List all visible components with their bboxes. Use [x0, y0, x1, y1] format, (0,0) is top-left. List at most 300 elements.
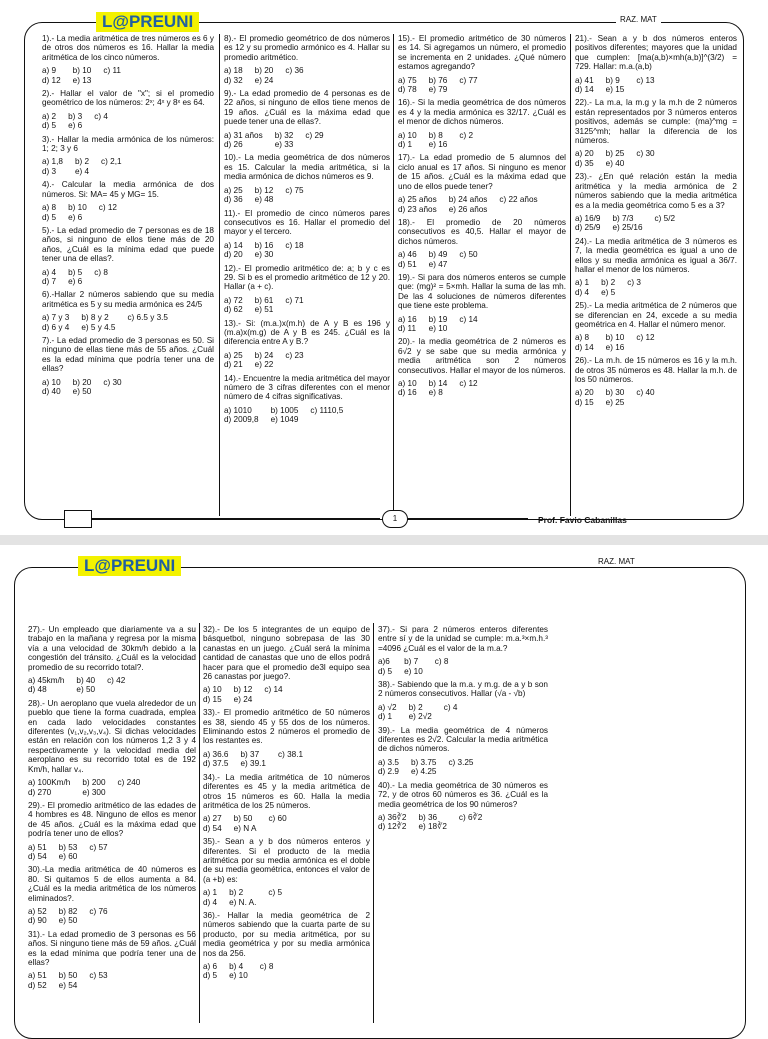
question-text: 39).- La media geométrica de 4 números diferentes es 2√2. Calcular la media aritmética de dichos números.	[378, 725, 548, 754]
answer-option: c) 8	[434, 657, 449, 667]
answer-option: c) 14	[264, 685, 283, 695]
answer-option: c) 240	[117, 778, 141, 788]
answer-options	[224, 66, 390, 85]
answer-option: b) 200	[82, 778, 106, 788]
answer-option: e) 47	[428, 259, 448, 269]
answer-option: b) 2	[74, 157, 90, 167]
question-block	[224, 89, 390, 149]
question-text: 18).- El promedio de 20 números consecutivos es 40,5. Hallar el mayor de dichos números.	[398, 217, 566, 246]
answer-option: c) 36	[285, 66, 304, 76]
question-block	[224, 319, 390, 370]
answer-option: a) 75	[398, 75, 417, 85]
answer-option: e) 50	[58, 916, 78, 926]
answer-option: c) 76	[89, 906, 108, 916]
answer-option: d) 2009,8	[224, 415, 259, 425]
answer-option: e) 6	[68, 276, 83, 286]
answer-option: d) 5	[378, 666, 393, 676]
answer-options	[42, 203, 214, 222]
question-text: 5).- La edad promedio de 7 personas es de 18 años, si ninguno de ellos tiene más de 20 años, ¿Cuál es la mínima edad que puede tener una de ellas?.	[42, 225, 214, 264]
answer-option: c) 40	[636, 388, 655, 398]
answer-option: a) 20	[575, 149, 594, 159]
answer-option: a) 4	[42, 267, 57, 277]
answer-option: c) 13	[636, 75, 655, 85]
question-block	[203, 911, 370, 981]
answer-option: e) 18∛2	[418, 822, 447, 832]
answer-option: c) 71	[285, 295, 304, 305]
question-text: 1).- La media aritmética de tres números es 6 y de otros dos números es 16. Hallar la media aritmética de los cinco números.	[42, 34, 214, 62]
answer-option: c) 57	[89, 842, 108, 852]
answer-option: a) 18	[224, 66, 243, 76]
answer-option: e) 16	[605, 342, 625, 352]
answer-option: d) 6 y 4	[42, 322, 70, 332]
answer-option: b) 8 y 2	[81, 313, 109, 323]
author-credit: Prof. Favio Cabanillas	[538, 515, 627, 525]
answer-options	[378, 703, 548, 722]
answer-options	[575, 214, 737, 233]
answer-options	[42, 157, 214, 176]
answer-option: b) 53	[58, 842, 78, 852]
answer-option: e) 50	[72, 387, 92, 396]
answer-option: b) 1005	[270, 405, 299, 415]
answer-options	[224, 131, 390, 150]
answer-option: b) 14	[428, 379, 448, 388]
answer-option: a) 8	[575, 333, 590, 343]
answer-option: b) 36	[418, 812, 438, 822]
question-block	[398, 218, 566, 269]
answer-option: d) 25/9	[575, 223, 601, 233]
question-block	[224, 153, 390, 204]
answer-option: a) 72	[224, 295, 243, 305]
question-text: 13).- Si: (m.a.)x(m.h) de A y B es 196 y (m.a)x(m.g) de A y B es 245. ¿Cuál es la diferencia entre A y B.?	[224, 318, 390, 347]
answer-option: c) 30	[103, 377, 122, 387]
answer-option: e) 2√2	[408, 712, 432, 722]
answer-options	[42, 112, 214, 131]
question-block	[575, 172, 737, 232]
answer-option: a) 14	[224, 240, 243, 250]
answer-options	[28, 676, 196, 695]
answer-option: e) 8	[428, 388, 443, 398]
answer-option: c) 22 años	[499, 195, 538, 205]
answer-option: d) 5	[203, 971, 218, 981]
answer-option: e) N. A.	[229, 897, 257, 907]
question-column-2	[224, 34, 390, 510]
question-text: 35).- Sean a y b dos números enteros y diferentes. Si el producto de la media aritmética por su media armónica es el doble de su media geométrica, entonces el valor de (a +b) es:	[203, 837, 370, 884]
question-text: 40).- La media geométrica de 30 números es 72, y de otros 60 números es 36. ¿Cuál es la media geométrica de los 90 números?	[378, 780, 548, 809]
answer-option: a) 20	[575, 388, 594, 398]
answer-option: b) 50	[233, 814, 253, 824]
answer-option: e) 6	[68, 121, 83, 131]
answer-option: d) 4	[203, 897, 218, 907]
footer-rule	[408, 518, 528, 519]
question-text: 29).- El promedio aritmético de las edades de 4 hombres es 48. Ninguno de ellos es menor de 45 años. ¿Cuál es la máxima edad que podría tener uno de ellos?	[28, 800, 196, 839]
answer-option: a) 9	[42, 66, 57, 76]
answer-option: e) 13	[72, 75, 92, 85]
answer-options	[575, 149, 737, 168]
question-text: 3).- Hallar la media armónica de los números: 1; 2; 3 y 6	[42, 134, 214, 154]
answer-option: c) 50	[459, 250, 478, 260]
question-text: 34).- La media aritmética de 10 números diferentes es 45 y la media aritmética de otros 15 números es 60. Halla la media aritmética de los 25 números.	[203, 772, 370, 810]
answer-option: a) 52	[28, 906, 47, 916]
answer-options	[378, 657, 548, 676]
answer-option: a) 45km/h	[28, 676, 65, 686]
answer-option: a) 10	[398, 130, 417, 140]
answer-option: a) 31 años	[224, 130, 263, 140]
answer-option: d) 54	[28, 851, 47, 861]
answer-option: b) 82	[58, 906, 78, 916]
question-block	[398, 337, 566, 397]
answer-option: d) 40	[42, 387, 61, 396]
answer-options	[28, 907, 196, 926]
answer-option: a) 3.5	[378, 757, 399, 767]
answer-options	[398, 315, 566, 334]
answer-option: c) 30	[636, 149, 655, 159]
question-block	[203, 773, 370, 833]
answer-options	[28, 843, 196, 862]
answer-option: b) 10	[605, 333, 625, 343]
answer-option: d) 2.9	[378, 767, 399, 777]
question-text: 31).- La edad promedio de 3 personas es 56 años. Si ninguno tiene más de 59 años. ¿Cuál es la edad mínima que podría tener una de ellas?	[28, 929, 196, 967]
answer-option: c) 6.5 y 3.5	[127, 313, 168, 323]
answer-option: c) 6∛2	[458, 812, 483, 822]
answer-option: d) 12∛2	[378, 822, 407, 832]
answer-options	[203, 888, 370, 907]
answer-option: b) 32	[274, 130, 294, 140]
answer-options	[398, 131, 566, 150]
answer-option: a) 46	[398, 250, 417, 260]
footer-box	[64, 510, 92, 528]
answer-option: b) 50	[58, 971, 78, 981]
question-text: 9).- La edad promedio de 4 personas es de 22 años, si ninguno de ellos tiene menos de 19 años. ¿Cuál es la máxima edad que puede tener una de ellas?.	[224, 89, 390, 127]
subject-label: RAZ. MAT	[594, 557, 639, 566]
answer-option: d) 7	[42, 276, 57, 286]
answer-option: c) 18	[285, 240, 304, 250]
answer-option: d) 15	[203, 694, 222, 704]
answer-options	[224, 241, 390, 260]
question-block	[575, 34, 737, 94]
answer-option: b) 7/3	[612, 213, 634, 223]
question-block	[575, 237, 737, 297]
answer-option: e) 25/16	[612, 223, 643, 233]
question-column-3	[378, 625, 548, 1020]
answer-option: d) 12	[42, 75, 61, 85]
answer-option: b) 25	[605, 149, 625, 159]
question-column-3	[398, 34, 566, 510]
question-block	[28, 699, 196, 797]
question-block	[28, 930, 196, 990]
brand-logo: L@PREUNI	[78, 556, 181, 576]
answer-option: d) 23 años	[398, 204, 437, 214]
question-block	[28, 625, 196, 695]
answer-option: c) 42	[107, 676, 126, 686]
answer-option: e) 10	[404, 666, 423, 676]
question-text: 11).- El promedio de cinco números pares consecutivos es 16. Hallar el promedio del mayor y el tercero.	[224, 208, 390, 237]
question-block	[575, 301, 737, 352]
column-divider	[219, 34, 220, 516]
question-block	[224, 34, 390, 85]
answer-options	[42, 313, 214, 332]
footer-rule	[90, 518, 380, 519]
answer-option: a) 25	[224, 350, 243, 360]
question-block	[42, 226, 214, 286]
answer-option: a) 10	[203, 685, 222, 695]
answer-option: b) 76	[428, 75, 448, 85]
question-text: 12).- El promedio aritmético de: a; b y c es 29. Si b es el promedio aritmético de 12 y 20. Hallar (a + c).	[224, 263, 390, 292]
column-divider	[570, 34, 571, 516]
answer-options	[378, 758, 548, 777]
answer-option: e) 22	[254, 360, 274, 370]
answer-option: e) 4	[74, 166, 90, 176]
answer-option: b) 5	[68, 267, 83, 277]
question-text: 23).- ¿En qué relación están la media aritmética y la media armónica de 2 números sabiendo que la media aritmética es a la media geométrica como 5 es a 3?	[575, 172, 737, 210]
answer-option: e) 10	[428, 323, 448, 333]
answer-options	[398, 195, 566, 214]
question-text: 7).- La edad promedio de 3 personas es 50. Si ninguno de ellas tiene más de 55 años. ¿Cuál es la edad mínima que podría tener una de ellas?	[42, 335, 214, 374]
answer-option: d) 11	[398, 323, 417, 333]
question-block	[378, 625, 548, 676]
answer-option: e) 4.25	[410, 767, 437, 777]
question-block	[42, 89, 214, 131]
answer-option: a) 16	[398, 314, 417, 324]
answer-option: b) 40	[76, 676, 96, 686]
answer-option: a) 10	[398, 379, 417, 388]
answer-options	[224, 296, 390, 315]
answer-option: b) 2	[229, 888, 244, 898]
answer-option: d) 35	[575, 158, 594, 168]
answer-option: c) 3.25	[448, 757, 474, 767]
question-block	[42, 290, 214, 332]
answer-option: c) 14	[459, 314, 478, 324]
answer-options	[575, 76, 737, 95]
answer-option: c) 11	[103, 66, 121, 76]
question-text: 16).- Si la media geométrica de dos números es 4 y la media armónica es 32/17. ¿Cuál es el menor de dichos números.	[398, 98, 566, 127]
question-block	[378, 726, 548, 777]
column-divider	[199, 623, 200, 1023]
answer-option: b) 12	[233, 685, 253, 695]
answer-option: a) 7 y 3	[42, 313, 70, 323]
question-block	[28, 865, 196, 925]
question-block	[42, 336, 214, 396]
answer-option: b) 19	[428, 314, 448, 324]
answer-option: d) 21	[224, 360, 243, 370]
question-text: 14).- Encuentre la media aritmética del mayor número de 3 cifras diferentes con el menor número de 4 cifras significativas.	[224, 373, 390, 402]
page-gap	[0, 535, 768, 545]
question-text: 6).-Hallar 2 números sabiendo que su media aritmética es 5 y su media armónica es 24/5	[42, 290, 214, 309]
question-text: 33).- El promedio aritmético de 50 números es 38, siendo 45 y 55 dos de los números. Eliminando estos 2 números el promedio de los restantes es.	[203, 708, 370, 746]
answer-option: d) 1	[398, 140, 413, 150]
answer-option: d) 4	[575, 287, 590, 297]
answer-option: c) 5	[268, 888, 283, 898]
answer-option: d) 270	[28, 787, 52, 797]
answer-option: a) 51	[28, 971, 47, 981]
answer-option: c) 75	[285, 185, 304, 195]
answer-option: e) 54	[58, 980, 78, 990]
answer-option: b) 7	[404, 657, 419, 667]
answer-option: c) 23	[285, 350, 304, 360]
answer-option: d) 32	[224, 75, 243, 85]
answer-option: b) 4	[229, 962, 244, 971]
answer-option: a) 27	[203, 814, 222, 824]
answer-option: a) 100Km/h	[28, 778, 71, 788]
answer-options	[575, 278, 737, 297]
answer-option: d) 15	[575, 397, 594, 407]
question-text: 4).- Calcular la media armónica de dos números. Si: MA= 45 y MG= 15.	[42, 180, 214, 199]
question-text: 38).- Sabiendo que la m.a. y m.g. de a y b son 2 números consecutivos. Hallar (√a - √b)	[378, 680, 548, 699]
answer-option: d) 16	[398, 388, 417, 398]
answer-option: c) 60	[268, 814, 287, 824]
answer-option: a) 36.6	[203, 749, 229, 759]
answer-option: b) 10	[72, 66, 92, 76]
answer-options	[42, 66, 214, 85]
answer-option: c) 8	[94, 267, 108, 277]
page-number: 1	[382, 510, 408, 528]
answer-option: a) 6	[203, 962, 218, 971]
answer-option: a) 25	[224, 185, 243, 195]
question-block	[203, 625, 370, 704]
answer-option: a) 1,8	[42, 157, 63, 167]
answer-option: b) 3	[68, 111, 83, 121]
answer-option: b) 8	[428, 130, 443, 140]
question-text: 17).- La edad promedio de 5 alumnos del ciclo anual es 17 años. Si ninguno es menor de 15 años. ¿Cuál es la máxima edad que uno de ellos puede tener?	[398, 153, 566, 191]
answer-option: d) 62	[224, 305, 243, 315]
answer-option: a) 2	[42, 111, 57, 121]
answer-option: a) 10	[42, 377, 61, 387]
question-block	[378, 680, 548, 722]
answer-option: e) 48	[254, 195, 274, 205]
answer-option: b) 2	[408, 702, 423, 712]
answer-option: c) 12	[459, 379, 478, 388]
question-block	[224, 209, 390, 260]
answer-option: a) 25 años	[398, 195, 437, 205]
answer-option: d) 54	[203, 823, 222, 833]
answer-option: c) 1110,5	[310, 405, 344, 415]
answer-option: e) 6	[68, 212, 83, 222]
answer-option: e) 5	[601, 287, 616, 297]
column-divider	[373, 623, 374, 1023]
answer-option: b) 24 años	[448, 195, 488, 205]
answer-option: b) 9	[605, 75, 620, 85]
answer-option: e) 79	[428, 85, 448, 95]
answer-option: b) 12	[254, 185, 274, 195]
answer-option: c) 12	[98, 203, 117, 213]
question-block	[224, 374, 390, 425]
answer-option: c) 3	[627, 278, 641, 288]
answer-options	[398, 379, 566, 398]
answer-option: a) √2	[378, 702, 397, 712]
answer-option: c) 2,1	[101, 157, 122, 167]
answer-option: d) 78	[398, 85, 417, 95]
answer-option: e) 10	[229, 971, 248, 981]
answer-option: d) 37.5	[203, 759, 229, 769]
answer-option: c) 2	[459, 130, 473, 140]
answer-option: d) 51	[398, 259, 417, 269]
question-text: 15).- El promedio aritmético de 30 números es 14. Si agregamos un número, el promedio se incrementa en 2 unidades. ¿Qué número estamos agregando?	[398, 34, 566, 72]
answer-option: a) 1	[575, 278, 590, 288]
answer-option: b) 3.75	[410, 757, 437, 767]
question-column-2	[203, 625, 370, 1020]
answer-option: b) 37	[240, 749, 260, 759]
answer-option: a) 1	[203, 888, 218, 898]
question-block	[575, 356, 737, 407]
question-column-1	[28, 625, 196, 1020]
answer-option: e) 15	[605, 85, 625, 95]
answer-options	[378, 813, 548, 832]
answer-options	[203, 685, 370, 704]
answer-option: d) 14	[575, 85, 594, 95]
answer-option: d) 1	[378, 712, 393, 722]
answer-options	[224, 351, 390, 370]
answer-options	[575, 333, 737, 352]
answer-option: e) 40	[605, 158, 625, 168]
question-text: 21).- Sean a y b dos números enteros positivos diferentes; mayores que la unidad que cumplen: [ma(a,b)×mh(a,b)]^(3/2) = 729. Hallar: m.a.(a,b)	[575, 34, 737, 72]
answer-option: b) 2	[601, 278, 616, 288]
answer-options	[42, 378, 214, 397]
answer-option: a) 16/9	[575, 213, 601, 223]
question-text: 27).- Un empleado que diariamente va a su trabajo en la mañana y regresa por la misma vía a una velocidad de 30km/h debido a la congestión del tránsito. ¿Cuál es la velocidad promedio de su recorrido total?.	[28, 625, 196, 672]
answer-option: b) 24	[254, 350, 274, 360]
answer-options	[224, 186, 390, 205]
answer-option: c) 29	[305, 130, 324, 140]
answer-option: e) 50	[76, 685, 96, 695]
question-block	[575, 98, 737, 168]
answer-option: e) 33	[274, 140, 294, 150]
answer-option: d) 5	[42, 212, 57, 222]
answer-option: a) 8	[42, 203, 57, 213]
answer-option: e) N A	[233, 823, 257, 833]
question-text: 19).- Si para dos números enteros se cumple que: (mg)² = 5×mh. Hallar la suma de las mh. De las 4 soluciones de números diferentes que tiene este problema.	[398, 272, 566, 311]
answer-option: d) 14	[575, 342, 594, 352]
answer-option: b) 49	[428, 250, 448, 260]
answer-option: e) 24	[233, 694, 253, 704]
answer-options	[28, 971, 196, 990]
answer-options	[224, 406, 390, 425]
answer-options	[203, 814, 370, 833]
answer-option: c) 5/2	[654, 213, 676, 223]
question-text: 22).- La m.a, la m.g y la m.h de 2 números están representados por 3 números enteros positivos, además se cumple: (ma)^mg = 3125^mh; hallar la diferencia de los números.	[575, 98, 737, 146]
question-text: 30).-La media aritmética de 40 números es 80. Si quitamos 5 de ellos aumenta a 84. ¿Cuál es la media aritmética de los números eliminados?.	[28, 865, 196, 903]
answer-option: a) 1010	[224, 405, 252, 415]
answer-options	[203, 962, 370, 981]
answer-option: a)6	[378, 657, 390, 667]
answer-option: c) 8	[259, 962, 274, 971]
column-divider	[393, 34, 394, 516]
question-block	[42, 180, 214, 222]
answer-option: b) 20	[72, 377, 92, 387]
answer-option: b) 10	[68, 203, 87, 213]
answer-option: c) 12	[636, 333, 655, 343]
answer-option: d) 90	[28, 916, 47, 926]
answer-option: d) 36	[224, 195, 243, 205]
answer-option: d) 52	[28, 980, 47, 990]
worksheet-page-2	[0, 545, 768, 1024]
answer-option: a) 51	[28, 842, 47, 852]
question-text: 24).- La media aritmética de 3 números es 7, la media geométrica es igual a uno de ellos y su media armónica es igual a 36/7. hallar el menor de los números.	[575, 236, 737, 274]
question-text: 20).- la media geométrica de 2 números es 6√2 y se sabe que su media armónica y media aritmética son 2 números consecutivos. Hallar el mayor de los números.	[398, 337, 566, 375]
answer-option: b) 61	[254, 295, 274, 305]
answer-option: d) 48	[28, 685, 47, 695]
answer-option: c) 38.1	[278, 749, 304, 759]
question-text: 8).- El promedio geométrico de dos números es 12 y su promedio armónico es 4. Hallar su promedio aritmético.	[224, 34, 390, 62]
answer-option: e) 60	[58, 851, 78, 861]
question-block	[378, 781, 548, 832]
answer-option: e) 25	[605, 397, 625, 407]
answer-option: e) 51	[254, 305, 274, 315]
answer-option: e) 1049	[270, 415, 299, 425]
question-text: 28).- Un aeroplano que vuela alrededor de un pueblo que tiene la forma cuadrada, emplea en cada lado velocidades constantes diferentes (v₁,v₂,v₃,v₄). Si dichas velocidades están en relación con los números 1,2 3 y 4 respectivamente y la velocidad media del aeroplano es su recorrido total es de 192 Km/h, hallar v₄.	[28, 698, 196, 774]
question-text: 37).- Si para 2 números enteros diferentes entre sí y de la unidad se cumple: m.a.³×m.h.³ =4096 ¿Cuál es el valor de la m.a.?	[378, 625, 548, 653]
question-text: 36).- Hallar la media geométrica de 2 números sabiendo que la cuarta parte de su producto, por su media aritmética, por su media geométrica y por su media armónica nos da 256.	[203, 910, 370, 958]
question-column-4	[575, 34, 737, 510]
question-block	[398, 153, 566, 213]
